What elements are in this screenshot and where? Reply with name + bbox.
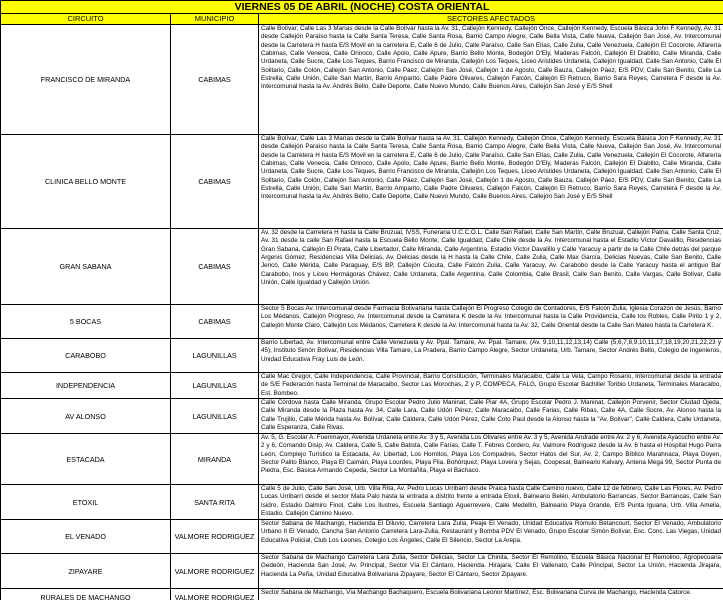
table-row	[1, 339, 723, 373]
municipio-cell: LAGUNILLAS	[171, 373, 259, 399]
page-title: VIERNES 05 DE ABRIL (NOCHE) COSTA ORIENTAL	[1, 1, 723, 14]
table-row	[1, 589, 723, 600]
table-row	[1, 520, 723, 554]
header-circuito: CIRCUITO	[1, 14, 171, 25]
circuito-cell: ESTACADA	[1, 434, 171, 485]
table-row	[1, 434, 723, 485]
sectores-cell: Sector Sabana de Machango, Hacienda El Diluvio, Carretera Lara Zulia, Peaje El Venado, Unidad Educativa Rómulo Betancourt, Sector El Venado, Ambulatorio Urbano II El Venado, Cancha San Antonio Carretera Lara-Zulia, Restaurant y Bomba PDV El Venado, Grupo Escolar Simón Bolívar, Esc. Conc. Las Viegas, Unidad Educativa Policial, Club Los Leones, Colegio Los Ángeles, Calle El Silencio, Sector La Arepa.	[259, 520, 723, 554]
sectores-cell: Sector Sabana de Machango Carretera Lara Zulia, Sector Delicias, Sector La Chinita, Sector El Remolino, Escuela Básica Nacional El Remolino, Agropecuaria Gedeón, Hacienda San José, Av. Principal, Sector Vía El Cántaro, Hacienda. Hirajara, Calle El Vallenato, Calle Principal, Sector La Unión, Hacienda Jirajara, Hacienda La Peña, Unidad Educativa Bolivariana Zipayare, Sector El Cántaro, Sector Zipayare.	[259, 554, 723, 589]
table-row	[1, 229, 723, 305]
municipio-cell: LAGUNILLAS	[171, 399, 259, 434]
municipio-cell: VALMORE RODRIGUEZ	[171, 589, 259, 600]
sectores-cell: Calle Mac Gregor, Calle Independencia, Calle Provincial, Barrio Constitución, Terminales Maracaibo, Calle La Vela, Campo Rosario, Intercomunal desde la entrada de S/E Federación hasta Terminal de Maracaibo, Sector Las Morochas, Z y P, COMPECA, FALG, Grupo Escolar Bachiller Toribio Urdaneta, Terminales Maracaibo, Est. Bombeo.	[259, 373, 723, 399]
circuito-cell: INDEPENDENCIA	[1, 373, 171, 399]
municipio-cell: VALMORE RODRIGUEZ	[171, 520, 259, 554]
sectores-cell: Sector 5 Bocas Av. Intercomunal desde Farmacia Bolivariana hasta Callejón El Progreso Colegio de Contadores, E/S Falcón Zulia, Iglesia Corazón de Jesús, Barrio Los Médanos, Callejón Progreso, Av. Intercomunal desde la Carretera K desde la Av. Intercomunal hasta la Calle Providencia, Calle los Robles, Calle Pirito 1 y 2, Callejón Monte Claro, Callejón Los Médanos, Carretera K desde la Av. Intercomunal hasta la Av. 32, Calle Oriental desde la Calle San Mateo hasta la Carretera K.	[259, 305, 723, 339]
sectores-cell: Av. 5, G. Escolar A. Fuenmayor, Avenida Urdaneta entre Av. 3 y 5, Avenida Los Olivares entre Av. 3 y 5, Avenida Andrade entre Av. 2 y 6, Avenida Ayacucho entre Av. 2 y 6, Comando Disip, Av. Caldera, Calle 5, Calle Batista, Calle Farías, Calle T. Febres Cordero, Av. Valmore Rodríguez desde la Av. 6 hasta el Hospital Hugo Parra León, Complejo Turístico la Estacada, Av. Libertad, Los Hornitos, Playa Los Compadres, Sector Hatos del Sur, Av. 2, Campo Bíblico Marahnaca, Playa Doyen, Sector Palito Blanco, Playa El Caimán, Playa Lourdes, Playa Flia. Bohórquez, Playa Lovera y Sejas, Coopesal, Balneario Kalvary, Antena Mega 99, Sector Punta de Piedra, Esc. Básica Armando Cepeda, Sector La Montañita, Playa el Bachaco.	[259, 434, 723, 485]
municipio-cell: CABIMAS	[171, 305, 259, 339]
municipio-cell: CABIMAS	[171, 135, 259, 229]
table-row	[1, 305, 723, 339]
circuito-cell: ZIPAYARE	[1, 554, 171, 589]
circuito-cell: CLINICA BELLO MONTE	[1, 135, 171, 229]
circuito-cell: RURALES DE MACHANGO	[1, 589, 171, 600]
table-row	[1, 485, 723, 520]
sectores-cell: Calle 5 de Julio, Calle San José, Urb. Villa Rita, Av. Pedro Lucas Urribarrí desde Praica hasta Calle Camino nuevo, Calle 12 de febrero, Calle Las Flores, Av. Pedro Lucas Urribarrí desde el sector Mata Palo hasta la entrada a distrito frente a entrada Etoxil, Balneario Belén, Ambulatorio Barrancas, Sector Barrancas, Calle San Isidro, Estadio Dalmiro Finol, Calle Los Ilustres, Escuela Santiago Aguerrevere, Calle Medellín, Balneario Playa Grande, E/S Punta Iguana, Urb. Villa Amelia, Estadio, Callejón Camino Nuevo.	[259, 485, 723, 520]
circuito-cell: AV ALONSO	[1, 399, 171, 434]
table-row	[1, 554, 723, 589]
municipio-cell: CABIMAS	[171, 25, 259, 135]
header-row	[1, 14, 723, 25]
title-row	[1, 1, 723, 14]
sectores-cell: Barrio Libertad, Av. Intercomunal entre Calle Venezuela y Av. Ppal. Tamare, Av. Ppal. Tamare, (Av. 9,10,11,12,13,14) Calle (5,6,7,8,9,10,11,17,18,19,20,21,22,23 y 45), Instituto Simón Bolívar, Residencias Villa Tamare, La Pradera, Barrio Campo Alegre, Sector Urdaneta, Urb. Tamare, Sector Andrés Bello, Colegio de Ingenieros, Unidad Educativa Fray Luis de León.	[259, 339, 723, 373]
circuito-cell: EL VENADO	[1, 520, 171, 554]
municipio-cell: LAGUNILLAS	[171, 339, 259, 373]
circuito-cell: CARABOBO	[1, 339, 171, 373]
sectores-cell: Calle Bolívar, Calle Las 3 Marías desde la Calle Bolívar hasta la Av. 31, Callejón Kennedy, Callejón Once, Callejón Kennedy, Escuela Básica John F Kennedy, Av. 31 desde Callejón Paraíso hasta la Calle Santa Teresa, Calle Santa Rosa, Barrio Campo Alegre, Calle Bella Vista, Calle Nueva, Callejón San José, Av. Intercomunal desde la Carretera H hasta E/S Movil en la carretera E, Calle 6 de Julio, Calle Paraíso, Calle San Elías, Calle Zulia, Calle Venezuela, Callejón El Cocorote, Alfarería Cabimas, Calle Venecia, Calle Orinoco, Calle Apolo, Calle Apure, Barrio Bello Monte, Bodegón D'Ely, Maderas Falcón, Callejón El Diablito, Calle Miranda, Calle Urdaneta, Calle Sucre, Calle Los Teques, Barrio Francisco de Miranda, Callejón Los Teques, Liceo Aristides Urdaneta, Callejón Igualdad, Calle San Antonio, Calle El Solitario, Calle Colón, Callejón San Antonio, Calle Páez, Callejón San José, Callejón 1 de Agosto, Calle Bauza, Callejón Páez, E/S PDV, Calle San Benito, Calle La Estrella, Calle Unión, Calle San Martín, Barrio Amparito, Calle Padre Olivares, Callejón Falcón, Callejón El Retruco, Barrio Sara Reyes, Carretera F desde la Av. Intercomunal hasta la Av. Andrés Bello, Calle Deporte, Calle Nuevo Mundo, Calle Buenos Aires, Callejón San José y E/S Shell	[259, 25, 723, 135]
sectores-cell: Calle Bolívar, Calle Las 3 Marías desde la Calle Bolívar hasta la Av. 31, Callejón Kennedy, Callejón Once, Callejón Kennedy, Escuela Básica Jon F Kennedy, Av. 31 desde Callejón Paraíso hasta la Calle Santa Teresa, Calle Santa Rosa, Barrio Campo Alegre, Calle Bella Vista, Calle Nueva, Callejón San José, Av. Intercomunal desde la Carretera H hasta E/S Movil en la carretera E, Calle 6 de Julio, Calle Paraíso, Calle San Elías, Calle Zulia, Calle Venezuela, Callejón El Cocorote, Alfarería Cabimas, Calle Venecia, Calle Orinoco, Calle Apolo, Calle Apure, Barrio Bello Monte, Bodegón D'Ely, Maderas Falcón, Callejón El Diablito, Calle Miranda, Calle Urdaneta, Calle Sucre, Calle Los Teques, Barrio Francisco de Miranda, Callejón Los Teques, Liceo Aristides Urdaneta, Callejón Igualdad, Calle San Antonio, Calle El Solitario, Calle Colón, Callejón San Antonio, Calle Páez, Callejón San José, Callejón 1 de Agosto, Calle Bauza, Callejón Páez, E/S PDV, Calle San Benito, Calle La Estrella, Calle Unión, Calle San Martín, Barrio Amparito, Calle Padre Olivares, Callejón Falcón, Callejón El Retruco, Barrio Sara Reyes, Carretera F desde la Av. Intercomunal hasta la Av. Andrés Bello, Calle Deporte, Calle Nuevo Mundo, Calle Buenos Aires, Callejón San José y E/S Shell	[259, 135, 723, 229]
circuito-cell: GRAN SABANA	[1, 229, 171, 305]
circuito-cell: ETOXIL	[1, 485, 171, 520]
header-municipio: MUNICIPIO	[171, 14, 259, 25]
municipio-cell: MIRANDA	[171, 434, 259, 485]
circuito-cell: 5 BOCAS	[1, 305, 171, 339]
municipio-cell: VALMORE RODRIGUEZ	[171, 554, 259, 589]
table-row	[1, 399, 723, 434]
header-sectores: SECTORES AFECTADOS	[259, 14, 723, 25]
table-row	[1, 135, 723, 229]
table-row	[1, 373, 723, 399]
municipio-cell: CABIMAS	[171, 229, 259, 305]
sectores-cell: Calle Córdova hasta Calle Miranda, Grupo Escolar Pedro Julio Maninat, Calle Piar 4A, Grupo Escolar Pedro J. Maninat, Callejón Porvenir, Sector Ciudad Ojeda, Calle Miranda desde la Plaza hasta Av. 34, Calle Lara, Calle Udón Pérez, Calle Maracaibo, Calle Farias, Calle Ribas, Calle 4A, Calle Sucre, Av. Alonso hasta la Calle Trujillo, Calle Mérida hasta Av. Bolívar, Calle Caldera, Calle Udón Pérez, Calle Coto Paul desde la Alonso hasta la "Av. Bolívar", Calle Caldera, Calle Urdaneta, Calle Esperanza, Calle Rivas.	[259, 399, 723, 434]
sectores-cell: Sector Sabana de Machango, Vía Machango Bachaquero, Escuela Bolivariana Leonor Martínez, Esc. Bolivariana Curva de Machango, Hacienda Catorce.	[259, 589, 723, 600]
sectores-cell: Av. 32 desde la Carretera H hasta la Calle Bruzual, IVSS, Funeraria U.C.C.O.L, Calle San Rafael, Calle San Martín, Calle Bruzual, Callejón Patria, Calle Santa Cruz, Av. 31 desde la calle San Rafael hasta la Escuela Bello Monte, Calle Igualdad, Calle Chile desde la Av. Intercomunal hasta el Estadio Víctor Davalillo, Residencias Gran Sabana, Callejón El Pirata, Calle Libertador, Calle Miranda, Calle Argentina, Estadio Víctor Davalillo y Calle Yaracuy a partir de la Calle Chile detrás del parque Argenis Gómez, Residencias Villa Delicias, Av. Delicias desde la H hasta la Calle Chile, Calle Zulia, Calle Max García, Delicias Nuevas, Calle San Benito, Calle Jericó, Calle Mérida, Calle Paraguay, E/S BP, Callejón Cúcuta, Calle Falcón Zulia, Calle Yaracuy, Av. Carabobo desde la Calle Yaracuy hasta el antiguo Bar Carabobo, Inos y Liceo Hermágoras Chávez, Calle Urdaneta, Calle Argentina, Calle Colombia, Calle Brasil, Calle San Benito, Calle Vargas, Calle Bolívar, Calle Unión, Calle Igualdad y Callejón Unión.	[259, 229, 723, 305]
circuito-cell: FRANCISCO DE MIRANDA	[1, 25, 171, 135]
municipio-cell: SANTA RITA	[171, 485, 259, 520]
table-row	[1, 25, 723, 135]
